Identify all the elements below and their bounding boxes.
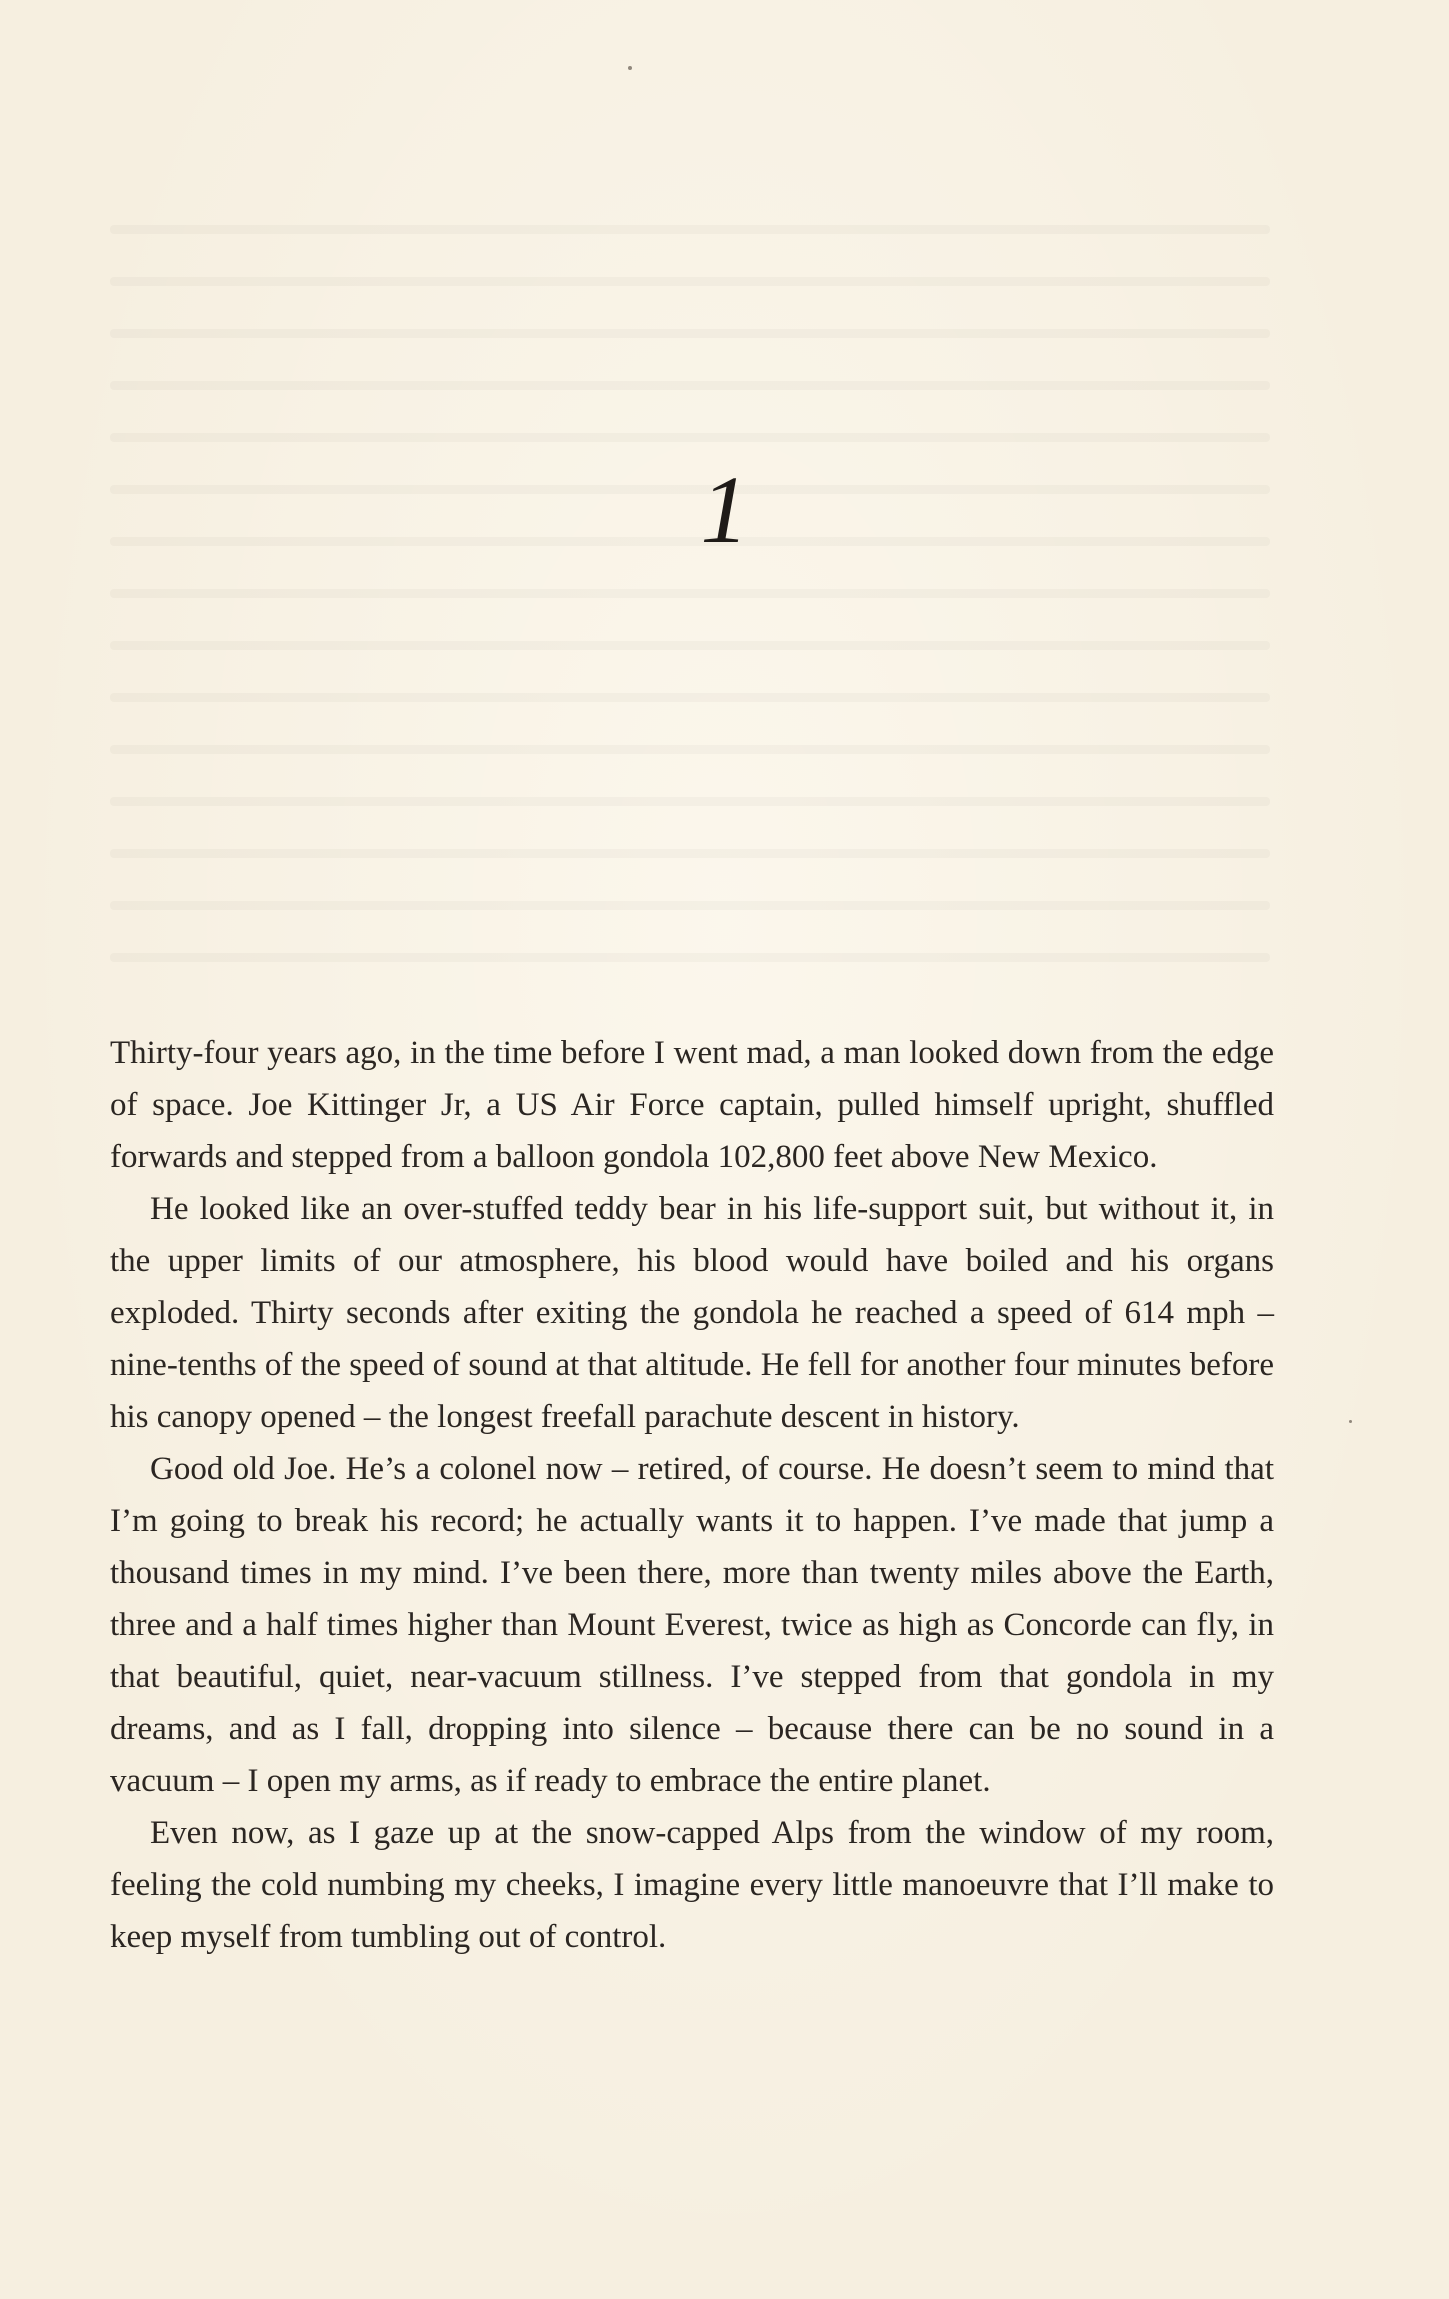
paragraph-2: He looked like an over-stuffed teddy bear in his life-support suit, but without it, in the upper limits of our atmosphere, his blood would have boiled and his organs exploded. Thirty seconds after exiting the gondola he reached a speed of 614 mph – nine-tenths of the speed of sound at that altitude. He fell for another four minutes before his canopy opened – the longest freefall parachute descent in history. — [110, 1191, 1274, 1435]
bleed-through-line — [110, 433, 1270, 442]
bleed-through-line — [110, 693, 1270, 702]
chapter-body — [110, 1027, 1274, 1963]
paper-speck — [628, 66, 632, 70]
bleed-through-line — [110, 797, 1270, 806]
bleed-through-line — [110, 329, 1270, 338]
bleed-through-line — [110, 641, 1270, 650]
bleed-through-line — [110, 849, 1270, 858]
chapter-number: 1 — [700, 456, 749, 563]
bleed-through-line — [110, 745, 1270, 754]
paragraph-1: Thirty-four years ago, in the time before I went mad, a man looked down from the edge of space. Joe Kittinger Jr, a US Air Force captain, pulled himself upright, shuffled forwards and stepped from a balloon gondola 102,800 feet above New Mexico. — [110, 1035, 1274, 1175]
bleed-through-line — [110, 277, 1270, 286]
paragraph-3: Good old Joe. He’s a colonel now – retired, of course. He doesn’t seem to mind that I’m going to break his record; he actually wants it to happen. I’ve made that jump a thousand times in my mind. I’ve been there, more than twenty miles above the Earth, three and a half times higher than Mount Everest, twice as high as Concorde can fly, in that beautiful, quiet, near-vacuum stillness. I’ve stepped from that gondola in my dreams, and as I fall, dropping into silence – because there can be no sound in a vacuum – I open my arms, as if ready to embrace the entire planet. — [110, 1451, 1274, 1799]
bleed-through-line — [110, 953, 1270, 962]
bleed-through-line — [110, 901, 1270, 910]
bleed-through-line — [110, 381, 1270, 390]
bleed-through-line — [110, 225, 1270, 234]
bleed-through-line — [110, 589, 1270, 598]
paper-speck — [1349, 1420, 1352, 1423]
paragraph-4: Even now, as I gaze up at the snow-capped Alps from the window of my room, feeling the cold numbing my cheeks, I imagine every little manoeuvre that I’ll make to keep myself from tumbling out of control. — [110, 1815, 1274, 1955]
